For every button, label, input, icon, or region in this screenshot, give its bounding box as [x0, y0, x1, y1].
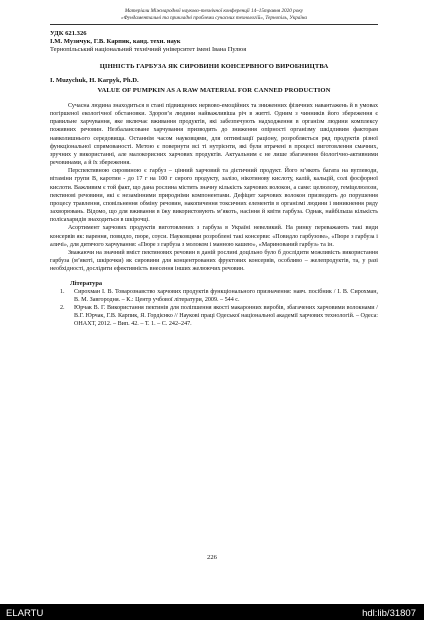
reference-item	[60, 288, 378, 304]
authors-english: I. Muzychuk, H. Karpyk, Ph.D.	[50, 76, 139, 84]
body-paragraph: Зважаючи на значний вміст пектинових речовин в даній рослині доцільно було б дослідити можливість використання гарбуза (м’якоті, шкірочки) як сировини для концентрованих фруктових консервів, особливо – желепродуктів, та, у разі необхідності, дослідити ефективність внесення інших желюючих речовин.	[50, 249, 378, 273]
repository-name: ELARTU	[6, 607, 44, 619]
title-ukrainian: ЦІННІСТЬ ГАРБУЗА ЯК СИРОВИНИ КОНСЕРВНОГО ВИРОБНИЦТВА	[99, 62, 329, 70]
affiliation: Тернопільський національний технічний університет імені Івана Пулюя	[50, 46, 247, 54]
references-heading: Література	[70, 280, 103, 288]
authors-ukrainian: І.М. Музичук, Г.В. Карпик, канд. техн. наук	[50, 38, 181, 46]
reference-text: Сирохман І. В. Товарознавство харчових продуктів функціонального призначення: навч. посібник / І. В. Сирохман, В. М. Завгородня. – К.: Центр учбової літератури, 2009. – 544 с.	[74, 289, 378, 304]
header-line-1: Матеріали Міжнародної науково-технічної конференції 14–15травня 2020 року	[124, 8, 304, 14]
reference-text: Юрчак В. Г. Використання пектинів для поліпшення якості макаронних виробів, збагачених харчовими волокнами / В.Г. Юрчак, Г.В. Карпик, Я. Гордієнко // Наукові праці Одеської національної академії харчових технологій. – Одеса: ОНАХТ, 2012. – Вип. 42. – Т. 1. – С. 242–247.	[74, 305, 378, 328]
reference-item	[60, 304, 378, 328]
header-line-2: «Фундаментальні та прикладні проблеми сучасних технологій», Тернопіль, Україна	[121, 15, 307, 21]
repository-footer	[0, 604, 424, 620]
header-rule	[50, 24, 378, 25]
udk-code: УДК 621.326	[50, 30, 87, 37]
body-paragraph: Сучасна людина знаходиться в стані підвищених нервово-емоційних та зниженних фізичних навантажень й в умовах погіршеної екологічної обстановки. Здоров’я людини найважливіша річ в житті. Одним з чинників його збереження є правильне харчування, яке включає вживання продуктів, які забезпечують надходження в організм людини комплексу поживних речовин. Незбалансоване харчування призводить до зниження опірності організму шкідливим факторам навколишнього середовища. Останнім часом науковцями, для оптимізації раціону, розробляється ряд продуктів різної функціональної спрямованості. Метою є повернути всі ті нутрієнти, які були втрачені в процесі виготовлення смачних, зручних у використанні, але малокорисних харчових продуктів. Актуальним є не лише збагачення біологічно-активними речовинами, а й їх збереження.	[50, 103, 378, 167]
body-paragraph: Асортимент харчових продуктів виготовлених з гарбуза в Україні невеликий. На ринку переважають такі види консервів як: варення, повидло, пюре, соуси. Науковцями розроблені такі консерви: «Повидло гарбузове», «Пюре з гарбуза і аличі», для дитячого харчування: «Пюре з гарбуза з молоком і манною кашею», «Маринований гарбуз» та ін.	[50, 225, 378, 248]
title-english: VALUE OF PUMPKIN AS A RAW MATERIAL FOR CANNED PRODUCTION	[97, 87, 331, 95]
reference-number: 2.	[60, 305, 65, 312]
handle-link[interactable]: hdl:lib/31807	[362, 607, 416, 619]
body-paragraph: Перспективною сировиною є гарбуз – цінний харчовий та дієтичний продукт. Його м’якоть багата на вуглеводи, вітаміни групи В, каротин - до 17 г на 100 г сирого продукту, залізо, нікотинову кислоту, калій, кальцій, солі фосфорної кислоти. Важливим є той факт, що дана рослина містить значну кількість харчових волокон, а саме: целюлозу, геміцелюлози, пектинові речовини, які є незамінними природніми компонентами. Дефіцит харчових волокон призводить до порушення процесу травлення, сповільнення обміну речовин, накопичення токсичних елементів в організмі людини і виникнення ряду захворювань. Відомо, що для вживання в їжу використовують м’якоть, насіння й квіти гарбуза. Однак, найбільша кількість полісахаридів знаходиться в шкірочці.	[50, 168, 378, 224]
page-number: 226	[207, 554, 217, 561]
reference-number: 1.	[60, 289, 65, 296]
conference-header	[46, 8, 382, 22]
